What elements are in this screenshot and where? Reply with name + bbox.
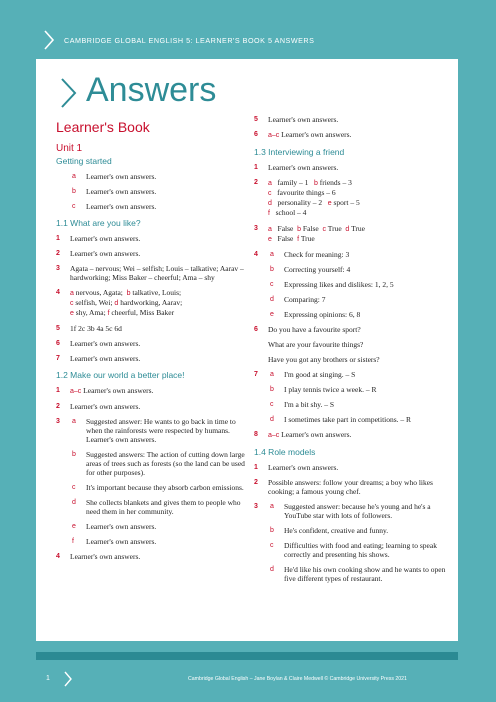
list-item: c Difficulties with food and eating; learning to speak correctly and presenting his shows.: [270, 541, 437, 559]
list-item: b I play tennis twice a week. – R: [270, 385, 377, 394]
list-item: 6 Do you have a favourite sport?: [254, 325, 361, 334]
list-item: 3 a Suggested answer: He wants to go back in time to when the rainforests were respected by humans. Learner's own answers.: [56, 417, 236, 444]
unit-heading: Unit 1: [56, 143, 83, 154]
list-item: 5 Learner's own answers.: [254, 115, 339, 124]
chevron-right-icon: [42, 28, 56, 52]
section-heading: 1.3 Interviewing a friend: [254, 147, 345, 157]
list-item: 7 a I'm good at singing. – S: [254, 370, 356, 379]
section-heading: 1.1 What are you like?: [56, 218, 141, 228]
list-item: 8 a–c Learner's own answers.: [254, 430, 352, 439]
list-item: 3 a False b False c True d True e False f True: [254, 224, 365, 243]
page-number: 1: [46, 675, 50, 682]
list-item: d She collects blankets and gives them to people who need them in her community.: [72, 498, 241, 516]
list-item: b Suggested answers: The action of cutting down large areas of trees such as forests (so the land can be used for other purposes).: [72, 450, 245, 477]
list-item: b Correcting yourself: 4: [270, 265, 351, 274]
list-item: 2 Learner's own answers.: [56, 402, 141, 411]
section-heading: Getting started: [56, 156, 112, 166]
list-item: 1 a–c Learner's own answers.: [56, 386, 154, 395]
header-title: CAMBRIDGE GLOBAL ENGLISH 5: LEARNER'S BOOK 5 ANSWERS: [64, 36, 315, 45]
list-item: f Learner's own answers.: [72, 537, 157, 546]
list-item: d I sometimes take part in competitions. – R: [270, 415, 412, 424]
list-item: 4 a nervous, Agata; b talkative, Louis; c selfish, Wei; d hardworking, Aarav; e shy, Ama; f cheerful, Miss Baker: [56, 288, 183, 317]
list-item: What are your favourite things?: [268, 340, 364, 349]
page-title: Answers: [86, 71, 217, 109]
list-item: 5 1f 2c 3b 4a 5c 6d: [56, 324, 122, 333]
book-heading: Learner's Book: [56, 119, 150, 135]
list-item: b Learner's own answers.: [72, 187, 157, 196]
copyright-text: Cambridge Global English – Jane Boylan & Claire Medwell © Cambridge University Press 2021: [188, 676, 407, 682]
list-item: Have you got any brothers or sisters?: [268, 355, 380, 364]
page-footer: [0, 668, 496, 692]
list-item: 7 Learner's own answers.: [56, 354, 141, 363]
list-item: 1 Learner's own answers.: [56, 234, 141, 243]
chevron-right-icon: [63, 670, 73, 688]
list-item: 3 a Suggested answer: because he's young and he's a YouTube star with lots of followers.: [254, 502, 431, 520]
right-column: [254, 115, 450, 589]
list-item: 6 Learner's own answers.: [56, 339, 141, 348]
list-item: 4 Learner's own answers.: [56, 552, 141, 561]
list-item: b He's confident, creative and funny.: [270, 526, 389, 535]
list-item: d He'd like his own cooking show and he wants to open five different types of restaurant.: [270, 565, 446, 583]
page-header: [0, 26, 496, 56]
section-heading: 1.4 Role models: [254, 447, 316, 457]
list-item: 2 a family – 1 b friends – 3 c favourite things – 6 d personality – 2 e sport – 5 f school – 4: [254, 178, 360, 217]
left-column: [56, 119, 252, 567]
list-item: c Learner's own answers.: [72, 202, 157, 211]
list-item: 2 Possible answers: follow your dreams; a boy who likes cooking; a famous young chef.: [254, 478, 433, 496]
list-item: a Learner's own answers.: [72, 172, 157, 181]
list-item: c It's important because they absorb carbon emissions.: [72, 483, 244, 492]
list-item: e Learner's own answers.: [72, 522, 157, 531]
list-item: 2 Learner's own answers.: [56, 249, 141, 258]
section-heading: 1.2 Make our world a better place!: [56, 370, 185, 380]
list-item: c I'm a bit shy. – S: [270, 400, 335, 409]
list-item: 3 Agata – nervous; Wei – selfish; Louis – talkative; Aarav – hardworking; Miss Baker – cheerful; Ama – shy: [56, 264, 244, 282]
list-item: e Expressing opinions: 6, 8: [270, 310, 361, 319]
chevron-right-icon: [58, 75, 80, 111]
list-item: c Expressing likes and dislikes: 1, 2, 5: [270, 280, 394, 289]
footer-band: [36, 652, 458, 660]
list-item: 1 Learner's own answers.: [254, 463, 339, 472]
list-item: 6 a–c Learner's own answers.: [254, 130, 352, 139]
answer-page: [36, 59, 458, 641]
list-item: 4 a Check for meaning: 3: [254, 250, 350, 259]
list-item: d Comparing: 7: [270, 295, 326, 304]
list-item: 1 Learner's own answers.: [254, 163, 339, 172]
